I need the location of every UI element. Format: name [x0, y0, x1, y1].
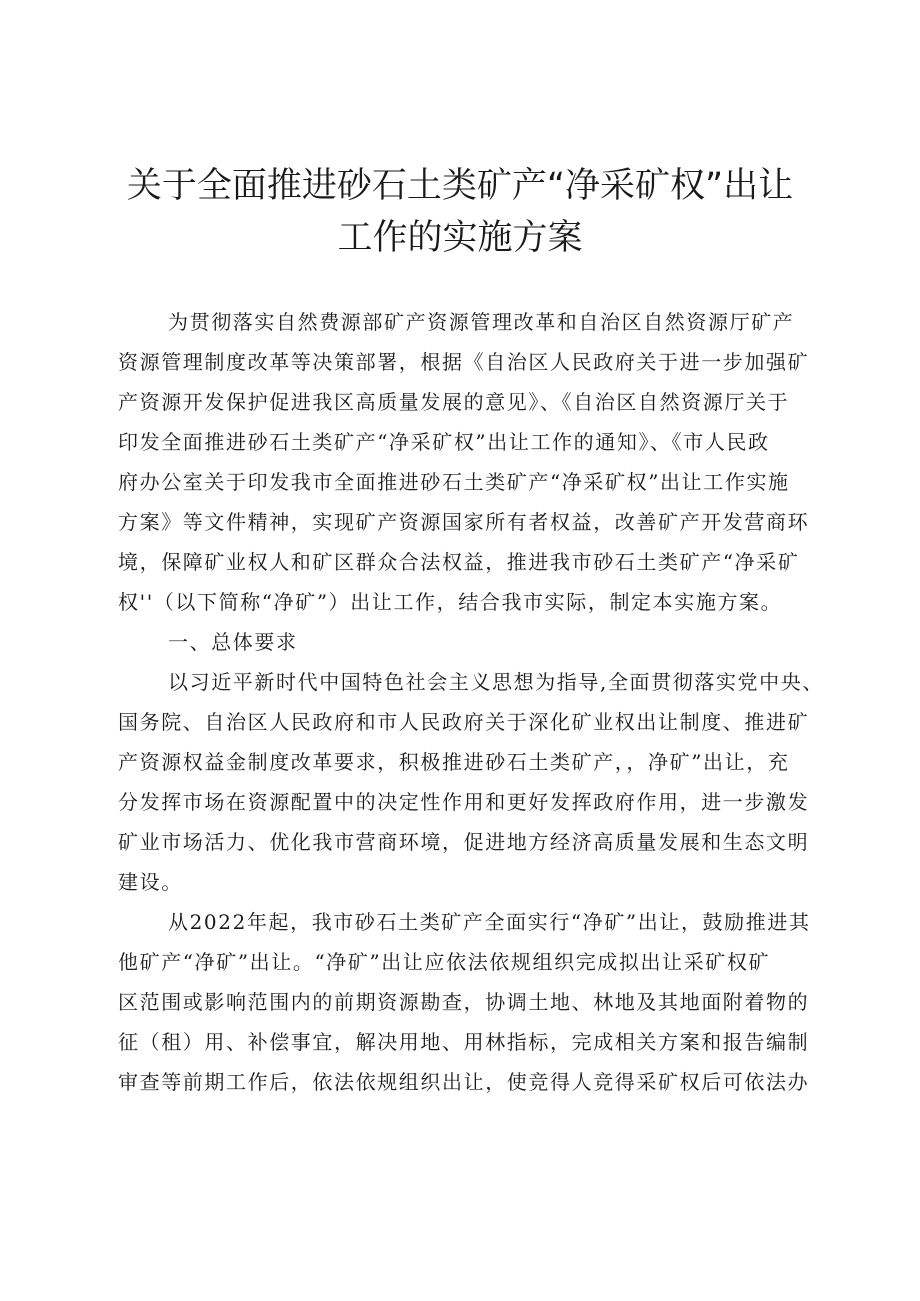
- document-body: [118, 302, 822, 1102]
- paragraph-preamble: [118, 302, 822, 622]
- text-line: 国务院、自治区人民政府和市人民政府关于深化矿业权出让制度、推进矿: [118, 710, 810, 734]
- text-line: 以习近平新时代中国特色社会主义思想为指导,全面贯彻落实党中央、: [168, 670, 824, 694]
- text-line: 他矿产“净矿”出让。“净矿”出让应依法依规组织完成拟出让采矿权矿: [118, 950, 771, 974]
- text-line: 境，保障矿业权人和矿区群众合法权益，推进我市砂石土类矿产“净采矿: [118, 550, 800, 574]
- text-line: 产资源开发保护促进我区高质量发展的意见》、《自治区自然资源厅关于: [118, 390, 790, 414]
- section-heading: 一、总体要求: [168, 630, 298, 654]
- text-line: 区范围或影响范围内的前期资源勘查，协调土地、林地及其地面附着物的: [118, 990, 810, 1014]
- title-line-2: 工作的实施方案: [337, 218, 583, 258]
- paragraph-implementation: [118, 902, 822, 1102]
- text-line: 方案》等文件精神，实现矿产资源国家所有者权益，改善矿产开发营商环: [118, 510, 810, 534]
- text-line: 建设。: [118, 870, 183, 894]
- text-line: 征（租）用、补偿事宜，解决用地、用林指标，完成相关方案和报告编制: [118, 1030, 810, 1054]
- text-line: 权''（以下简称“净矿”）出让工作，结合我市实际，制定本实施方案。: [118, 590, 783, 614]
- text-line: 审查等前期工作后，依法依规组织出让，使竞得人竞得采矿权后可依法办: [118, 1070, 810, 1094]
- text-line: 矿业市场活力、优化我市营商环境，促进地方经济高质量发展和生态文明: [118, 830, 810, 854]
- text-line: 府办公室关于印发我市全面推进砂石土类矿产“净采矿权”出让工作实施: [118, 470, 790, 494]
- text-line: 产资源权益金制度改革要求，积极推进砂石土类矿产，，净矿”出让，充: [118, 750, 790, 774]
- text-line: 从2022年起，我市砂石土类矿产全面实行“净矿”出让，鼓励推进其: [168, 910, 811, 934]
- document-title: [100, 160, 820, 264]
- paragraph-general-requirements: [118, 662, 822, 902]
- text-line: 为贯彻落实自然费源部矿产资源管理改革和自治区自然资源厅矿产: [168, 310, 795, 334]
- text-line: 分发挥市场在资源配置中的决定性作用和更好发挥政府作用，进一步激发: [118, 790, 810, 814]
- text-line: 资源管理制度改革等决策部署，根据《自治区人民政府关于进一步加强矿: [118, 350, 810, 374]
- text-line: 印发全面推进砂石土类矿产“净采矿权”出让工作的通知》、《市人民政: [118, 430, 770, 454]
- title-line-1: 关于全面推进砂石土类矿产“净采矿权”出让: [126, 166, 794, 206]
